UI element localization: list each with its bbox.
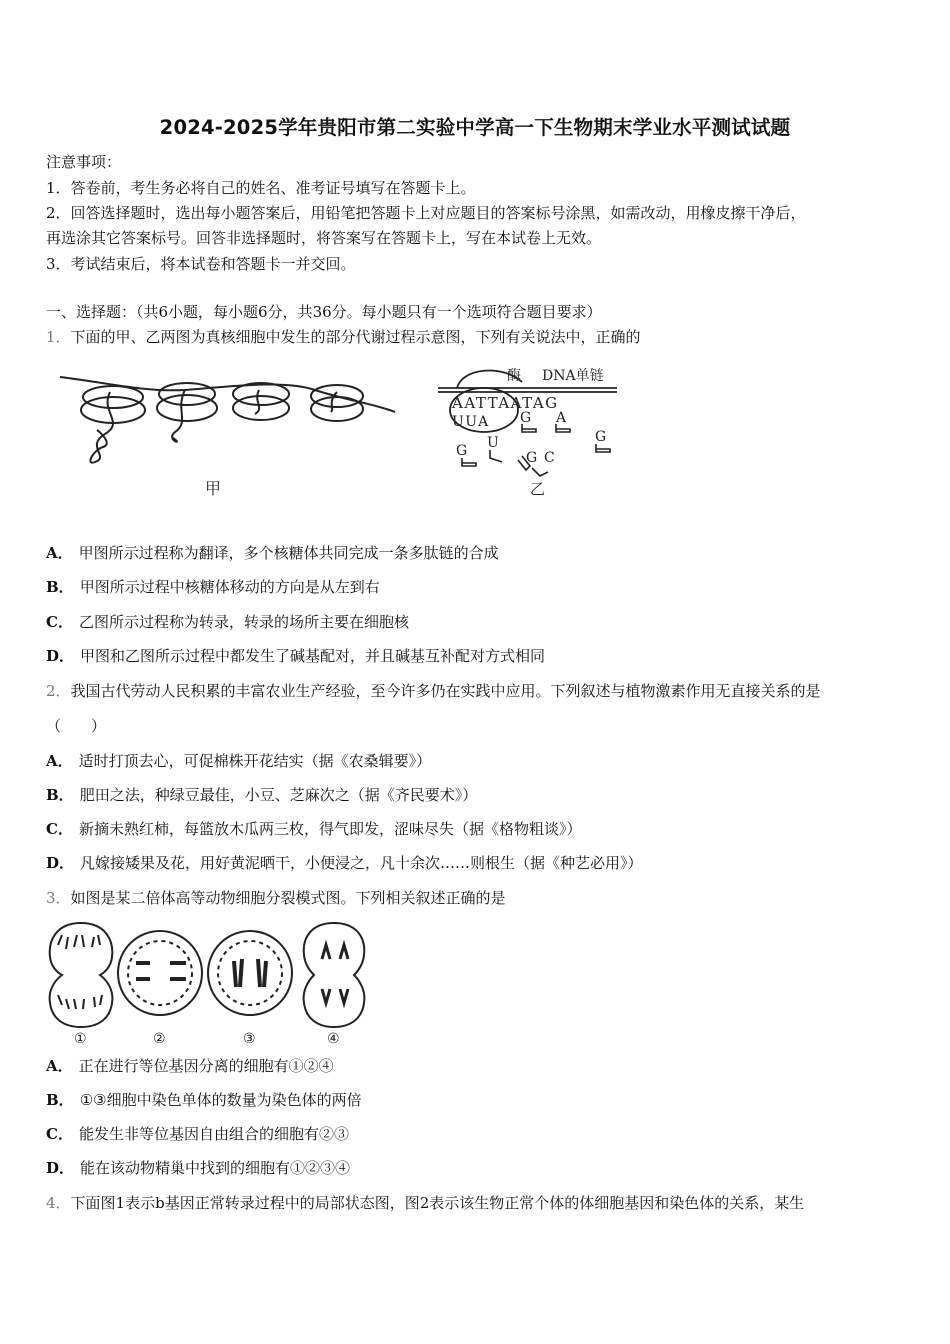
question-number: 4． (46, 1194, 71, 1212)
question-number: 1． (46, 328, 71, 346)
free-base: C (544, 450, 555, 466)
question-3-stem: 3．如图是某二倍体高等动物细胞分裂模式图。下列相关叙述正确的是 (46, 889, 506, 907)
question-4-stem: 4．下面图1表示b基因正常转录过程中的局部状态图，图2表示该生物正常个体的体细胞基因和染色体的关系，某生 (46, 1194, 805, 1212)
figure-jia-label: 甲 (205, 479, 222, 498)
figure-yi-transcription (432, 358, 642, 503)
question-1-option-b: B． 甲图所示过程中核糖体移动的方向是从左到右 (46, 578, 380, 596)
question-number: 2． (46, 682, 71, 700)
cell-label-2: ② (153, 1031, 166, 1047)
page-title: 2024-2025学年贵阳市第二实验中学高一下生物期末学业水平测试试题 (159, 116, 791, 139)
free-base: G (595, 429, 607, 445)
question-1-option-a: A． 甲图所示过程称为翻译，多个核糖体共同完成一条多肽链的合成 (46, 544, 499, 562)
cell-label-1: ① (74, 1031, 87, 1047)
question-3-option-a: A． 正在进行等位基因分离的细胞有①②④ (46, 1057, 334, 1075)
question-3-option-c: C． 能发生非等位基因自由组合的细胞有②③ (46, 1125, 349, 1143)
question-2-stem: 2．我国古代劳动人民积累的丰富农业生产经验，至今许多仍在实践中应用。下列叙述与植物激素作用无直接关系的是 (46, 682, 821, 700)
figure-jia-translation (55, 362, 405, 502)
question-2-option-b: B． 肥田之法，种绿豆最佳，小豆、芝麻次之（据《齐民要术》） (46, 786, 478, 804)
question-number: 3． (46, 889, 71, 907)
question-2-option-a: A． 适时打顶去心，可促棉株开花结实（据《农桑辑要》） (46, 752, 432, 770)
question-2-answer-blank: （ ） (46, 717, 107, 735)
figure-yi-label: 乙 (530, 480, 546, 498)
question-3-option-d: D． 能在该动物精巢中找到的细胞有①②③④ (46, 1159, 351, 1177)
free-base: G (456, 443, 468, 459)
question-1-option-c: C． 乙图所示过程称为转录，转录的场所主要在细胞核 (46, 613, 409, 631)
free-base: A (556, 410, 567, 426)
dna-sequence: AATTAATAG (452, 394, 559, 412)
notice-item-2: 2．回答选择题时，选出每小题答案后，用铅笔把答题卡上对应题目的答案标号涂黑，如需改动，用橡皮擦干净后， (46, 204, 806, 222)
cell-label-3: ③ (243, 1031, 256, 1047)
free-base: G (520, 410, 532, 426)
notice-item-3: 3．考试结束后，将本试卷和答题卡一并交回。 (46, 255, 356, 273)
section-heading: 一、选择题：（共6小题，每小题6分，共36分。每小题只有一个选项符合题目要求） (46, 303, 602, 321)
question-2-option-d: D． 凡嫁接矮果及花，用好黄泥晒干，小便浸之，凡十余次……则根生（据《种艺必用》） (46, 854, 643, 872)
enzyme-label: 酶 (507, 368, 521, 384)
rna-sequence: UUA (452, 414, 490, 430)
question-3-option-b: B． ①③细胞中染色单体的数量为染色体的两倍 (46, 1091, 362, 1109)
notice-item-1: 1．答卷前，考生务必将自己的姓名、准考证号填写在答题卡上。 (46, 179, 476, 197)
figure-cell-division (44, 915, 374, 1047)
notice-heading: 注意事项： (46, 153, 122, 171)
notice-item-2-cont: 再选涂其它答案标号。回答非选择题时，将答案写在答题卡上，写在本试卷上无效。 (46, 229, 602, 247)
question-2-option-c: C． 新摘未熟红柿，每篮放木瓜两三枚，得气即发，涩味尽失（据《格物粗谈》） (46, 820, 582, 838)
question-1-stem: 1．下面的甲、乙两图为真核细胞中发生的部分代谢过程示意图，下列有关说法中，正确的 (46, 328, 641, 346)
free-base: U (487, 435, 499, 451)
dna-strand-label: DNA单链 (542, 368, 604, 384)
question-1-option-d: D． 甲图和乙图所示过程中都发生了碱基配对，并且碱基互补配对方式相同 (46, 647, 546, 665)
free-base: G (526, 450, 538, 466)
cell-label-4: ④ (327, 1031, 340, 1047)
